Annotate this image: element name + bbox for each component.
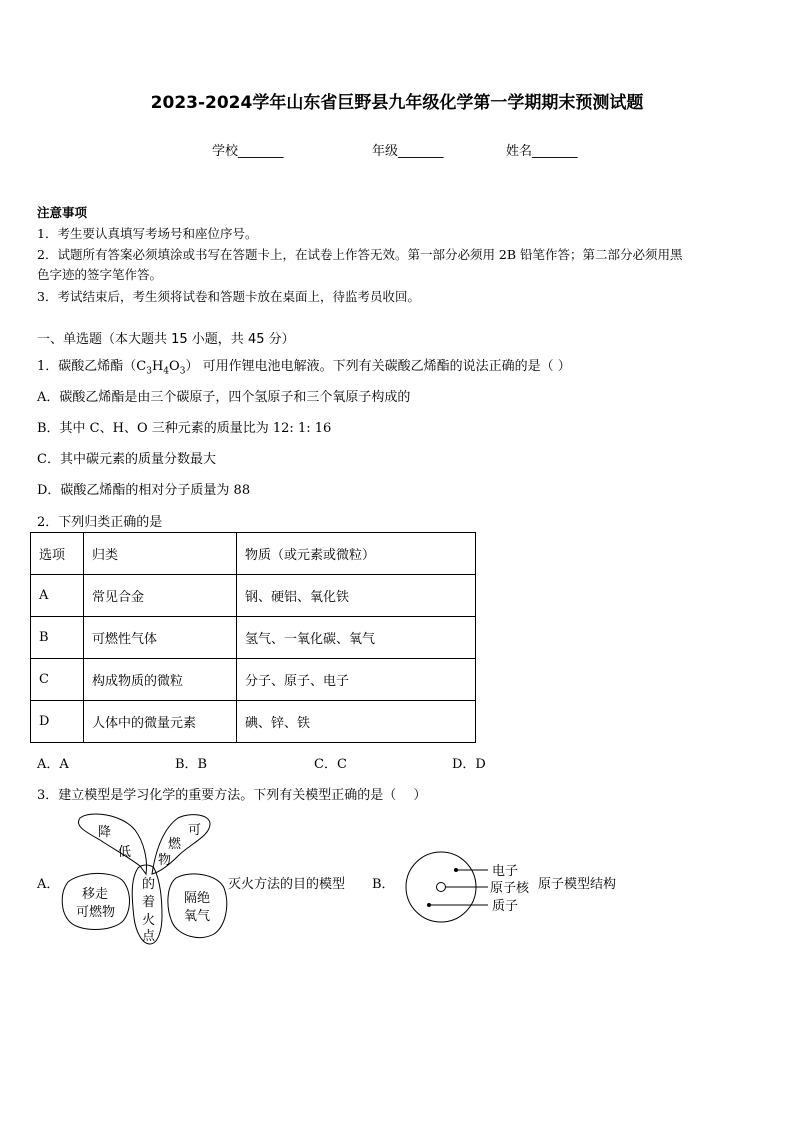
page-title: 2023-2024学年山东省巨野县九年级化学第一学期期末预测试题 — [150, 93, 644, 113]
table-cell: 氢气、一氧化碳、氧气 — [237, 617, 476, 659]
table-row — [31, 575, 476, 617]
question-2-option-c: C．C — [314, 757, 347, 772]
note-item: 3．考试结束后，考生须将试卷和答题卡放在桌面上，待监考员收回。 — [37, 289, 420, 304]
question-1-stem: 1．碳酸乙烯酯$(C_3H_4O_3)$ 可用作锂电池电解液。下列有关碳酸乙烯酯的说法正确的是（ ） — [37, 359, 571, 377]
diagram-char: 着 — [142, 895, 156, 910]
table-header-cell: 选项 — [31, 533, 84, 575]
question-1-option-d: D．碳酸乙烯酯的相对分子质量为 88 — [37, 483, 251, 498]
note-item: 1．考生要认真填写考场号和座位序号。 — [37, 226, 258, 241]
table-row — [31, 617, 476, 659]
diagram-char: 降 — [98, 825, 112, 840]
diagram-char: 火 — [142, 913, 156, 928]
table-cell: D — [31, 701, 84, 743]
table-row — [31, 701, 476, 743]
table-cell: A — [31, 575, 84, 617]
table-cell: C — [31, 659, 84, 701]
diagram-char: 物 — [158, 853, 172, 868]
question-1-option-a: A．碳酸乙烯酯是由三个碳原子，四个氢原子和三个氧原子构成的 — [37, 390, 411, 405]
question-3-stem: 3．建立模型是学习化学的重要方法。下列有关模型正确的是（ ） — [37, 788, 427, 803]
question-2-stem: 2．下列归类正确的是 — [37, 515, 163, 530]
nucleus-circle — [437, 883, 446, 892]
diagram-char: 可 — [188, 823, 202, 838]
question-2-option-b: B．B — [175, 757, 208, 772]
table-header-cell: 归类 — [84, 533, 237, 575]
table-row — [31, 659, 476, 701]
question-1-option-c: C．其中碳元素的质量分数最大 — [37, 452, 216, 467]
proton-label: 质子 — [492, 899, 519, 914]
table-cell: B — [31, 617, 84, 659]
grade-field: 年级_______ — [372, 144, 444, 159]
diagram-char: 点 — [142, 929, 156, 944]
fire-extinguishing-diagram — [60, 808, 230, 948]
diagram-char: 低 — [118, 845, 132, 860]
diagram-char: 燃 — [168, 837, 182, 852]
diagram-label: 可燃物 — [76, 905, 116, 920]
question-2-option-a: A．A — [37, 757, 69, 772]
notes-heading: 注意事项 — [37, 205, 88, 220]
table-cell: 碘、锌、铁 — [237, 701, 476, 743]
classification-table — [30, 532, 476, 743]
section-heading: 一、单选题（本大题共 15 小题，共 45 分） — [37, 332, 295, 347]
table-cell: 常见合金 — [84, 575, 237, 617]
nucleus-label: 原子核 — [490, 881, 530, 896]
name-field: 姓名_______ — [506, 144, 578, 159]
option-a-label: A． — [37, 877, 60, 892]
table-cell: 构成物质的微粒 — [84, 659, 237, 701]
option-b-label: B． — [372, 877, 395, 892]
note-item: 2．试题所有答案必须填涂或书写在答题卡上，在试卷上作答无效。第一部分必须用 2B 铅笔作答；第二部分必须用黑 — [37, 247, 683, 262]
table-header-row — [31, 533, 476, 575]
diagram-char: 的 — [142, 877, 156, 892]
question-1-option-b: B．其中 C、H、O 三种元素的质量比为 12: 1: 16 — [37, 421, 332, 436]
atom-model-diagram — [396, 850, 546, 924]
question-2-option-d: D．D — [452, 757, 486, 772]
table-cell: 分子、原子、电子 — [237, 659, 476, 701]
diagram-label: 氧气 — [184, 909, 211, 924]
option-a-caption: 灭火方法的目的模型 — [228, 877, 346, 892]
table-cell: 可燃性气体 — [84, 617, 237, 659]
diagram-label: 移走 — [82, 887, 109, 902]
school-field: 学校_______ — [212, 144, 284, 159]
diagram-label: 隔绝 — [184, 891, 211, 906]
electron-label: 电子 — [492, 864, 519, 879]
table-cell: 钢、硬铝、氧化铁 — [237, 575, 476, 617]
option-b-caption: 原子模型结构 — [538, 877, 617, 892]
table-header-cell: 物质（或元素或微粒） — [237, 533, 476, 575]
note-item: 色字迹的签字笔作答。 — [37, 267, 163, 282]
table-cell: 人体中的微量元素 — [84, 701, 237, 743]
